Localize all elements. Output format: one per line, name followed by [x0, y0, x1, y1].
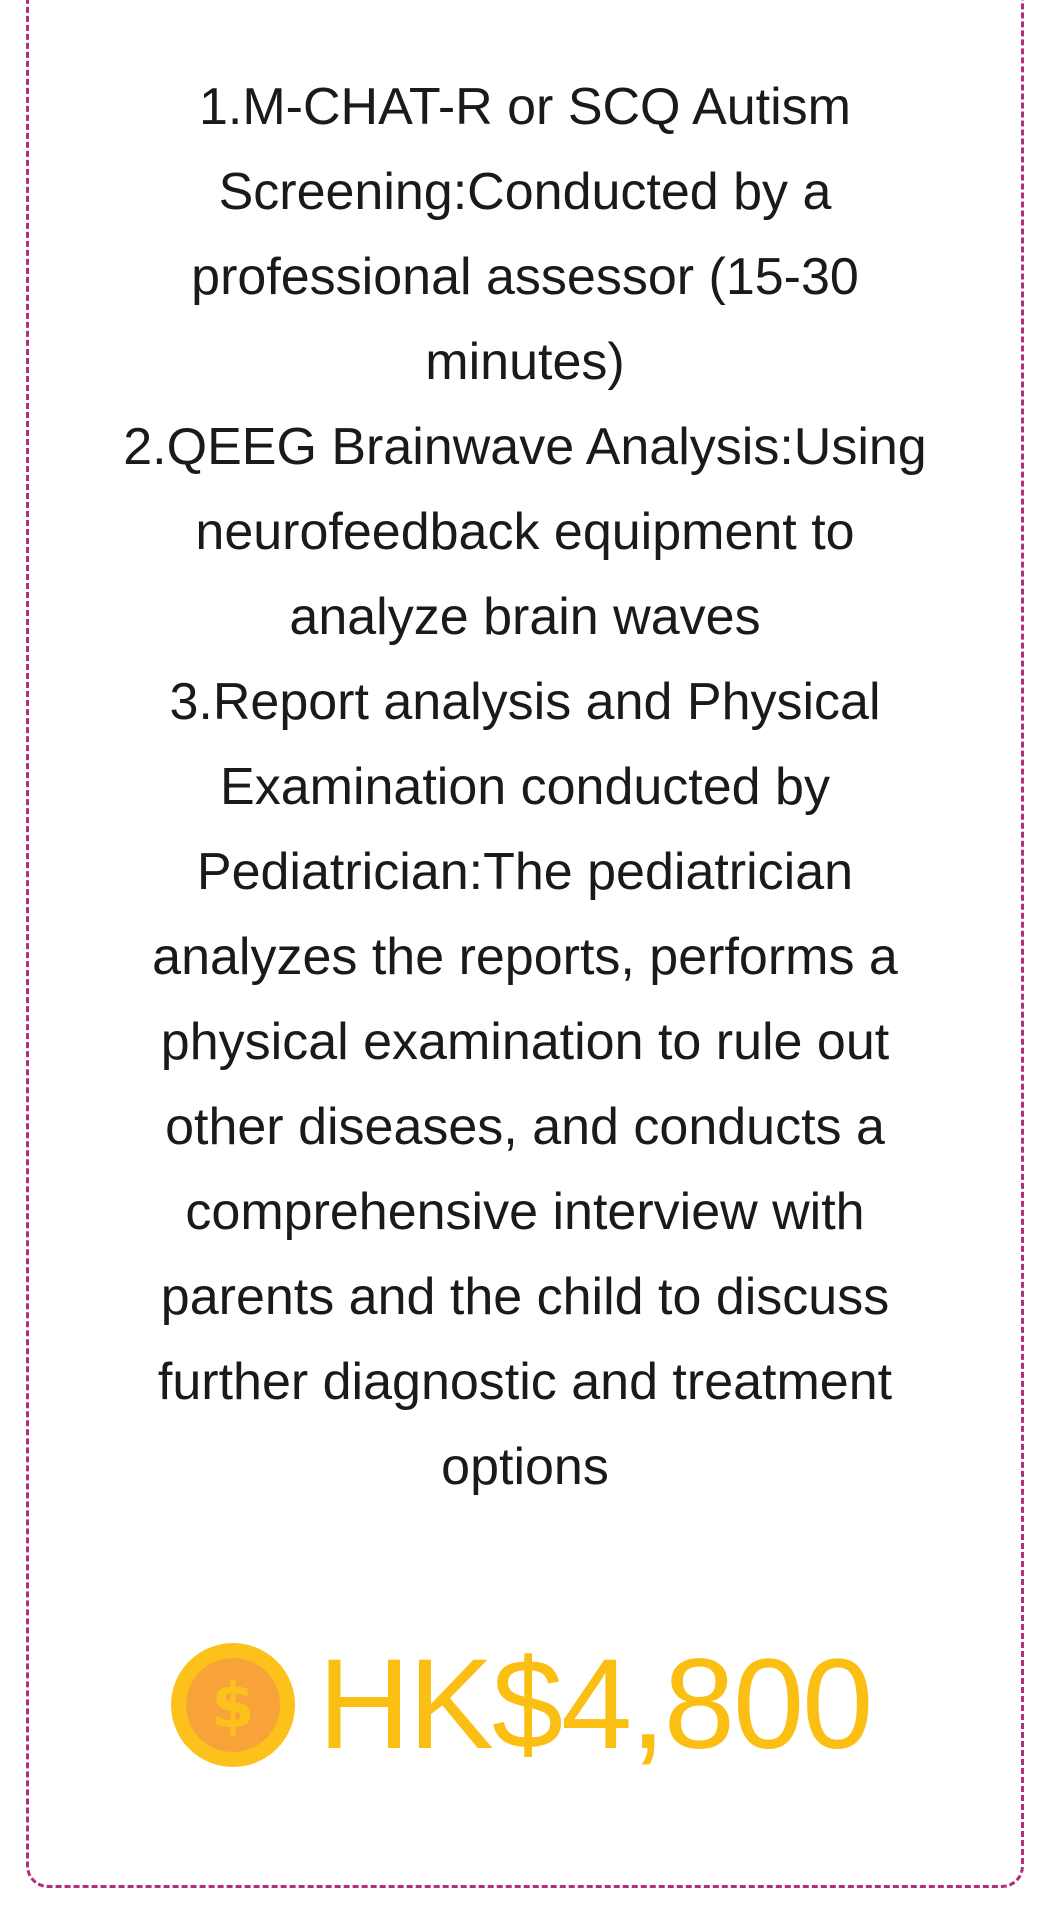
service-item-1: 1.M-CHAT-R or SCQ Autism Screening:Conducted by a professional assessor (15-30 minutes) — [191, 78, 859, 391]
svg-text:$: $ — [211, 1669, 255, 1742]
service-item-3: 3.Report analysis and Physical Examination conducted by Pediatrician:The pediatrician analyzes the reports, performs a physical examination to rule out other diseases, and conducts a comprehensive interview with parents and the child to discuss further diagnostic and treatment options — [152, 673, 898, 1496]
item-description: Using neurofeedback equipment to analyze brain waves — [195, 418, 927, 646]
service-description — [120, 65, 930, 1510]
item-title: M-CHAT-R or SCQ Autism Screening — [218, 78, 851, 221]
item-title: Report analysis and Physical Examination conducted by Pediatrician — [196, 673, 881, 901]
item-description: Conducted by a professional assessor (15-30 minutes) — [191, 163, 859, 391]
item-number: 1. — [198, 78, 243, 136]
item-number: 2. — [123, 418, 167, 476]
item-number: 3. — [169, 673, 213, 731]
item-description: The pediatrician analyzes the reports, performs a physical examination to rule out other diseases, and conducts a comprehensive interview with parents and the child to discuss further diagnostic and treatment options — [152, 843, 898, 1496]
service-item-2: 2.QEEG Brainwave Analysis:Using neurofeedback equipment to analyze brain waves — [123, 418, 927, 646]
price-row — [170, 1633, 872, 1776]
dollar-coin-icon — [170, 1642, 296, 1768]
item-title: QEEG Brainwave Analysis — [166, 418, 780, 476]
price-label: HK$4,800 — [318, 1633, 872, 1776]
